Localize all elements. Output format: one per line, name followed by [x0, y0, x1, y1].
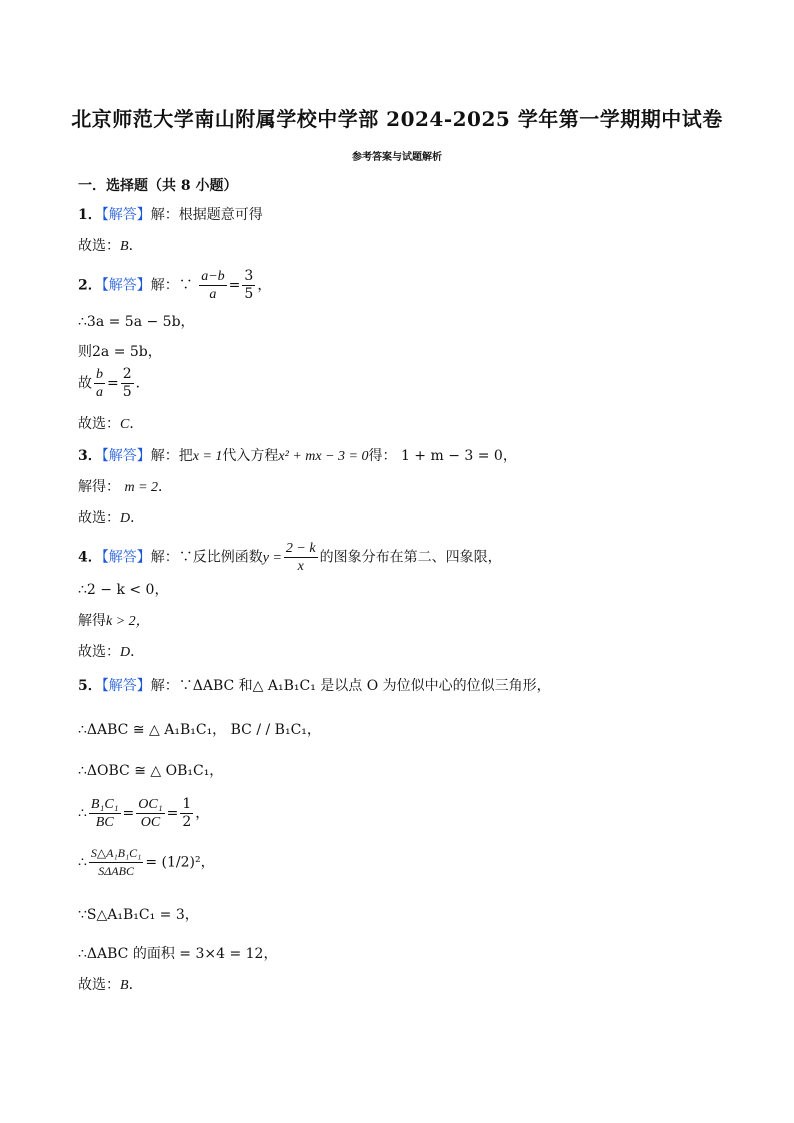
q1-line-1 [78, 205, 263, 225]
q3-line-1 [78, 446, 517, 467]
section-heading: 一．选择题（共 8 小题） [78, 178, 238, 194]
q3-choice-line [78, 508, 144, 529]
frac-denominator: SΔABC [98, 864, 134, 878]
q3-jie: 解： [150, 448, 179, 464]
q1-choice-line [78, 236, 143, 257]
frac-denominator: 2 [182, 814, 192, 830]
q5-line-2: ∴ΔABC ≅ △ A₁B₁C₁， BC / / B₁C₁， [78, 722, 321, 738]
q3-choose-label: 故选： [78, 510, 120, 526]
q2-choose-label: 故选： [78, 416, 120, 432]
q1-number: 1． [78, 207, 102, 223]
q2-choice-line [78, 414, 143, 435]
q2-jie: 解：∵ [150, 277, 193, 294]
q5-line-3: ∴ΔOBC ≅ △ OB₁C₁， [78, 763, 224, 779]
q3-solve-label: 解得： [78, 479, 120, 495]
frac-denominator: OC [140, 815, 161, 830]
frac-denominator: a [209, 287, 217, 302]
punct: ， [195, 805, 210, 822]
q3-choice: D [120, 511, 131, 526]
q1-jie: 解： [150, 207, 179, 223]
q4-solve-label: 解得 [78, 613, 106, 629]
q4-line-3 [78, 611, 150, 632]
q2-equation: 2a = 5b， [92, 344, 162, 360]
q1-choice: B [120, 239, 129, 254]
frac-numerator: 2 [122, 366, 132, 382]
equals: = [228, 277, 241, 294]
frac-denominator: BC [95, 815, 114, 830]
q5-line-6: ∵S△A₁B₁C₁ = 3， [78, 907, 199, 923]
q3-expr-1: x = 1 [192, 449, 223, 464]
q5-area-ratio-fraction [89, 845, 143, 880]
frac-numerator: a−b [201, 269, 225, 284]
q4-end: ． [130, 644, 145, 660]
frac-denominator: x [297, 559, 304, 574]
punct: ． [135, 375, 150, 392]
q5-line-7: ∴ΔABC 的面积 = 3×4 = 12， [78, 946, 278, 962]
q4-y-equals: y = [262, 550, 282, 566]
q4-text: 的图象分布在第二、四象限， [319, 549, 502, 566]
therefore: ∴ [78, 805, 87, 822]
q4-solution: k > 2， [106, 614, 150, 629]
q2-line-1 [78, 268, 271, 303]
q4-line-2: ∴2 − k < 0， [78, 582, 169, 598]
q5-fraction-1-2 [180, 796, 193, 831]
equals: = [107, 375, 119, 392]
q5-area-ratio-value: = (1/2)²， [145, 854, 215, 871]
q2-choice: C [120, 417, 130, 432]
q5-choose-label: 故选： [78, 977, 120, 993]
q4-jie: 解：∵反比例函数 [150, 549, 263, 566]
frac-numerator: b [96, 367, 103, 382]
q2-number: 2． [78, 277, 102, 294]
punct: ． [158, 479, 173, 495]
q3-line-2 [78, 477, 172, 498]
q1-end: ． [128, 238, 143, 254]
q4-choice: D [120, 645, 131, 660]
q4-choose-label: 故选： [78, 644, 120, 660]
q2-line-3 [78, 342, 162, 362]
therefore: ∴ [78, 854, 87, 871]
q3-expr-2: x² + mx − 3 = 0 [278, 449, 369, 464]
q4-choice-line [78, 642, 144, 663]
frac-numerator: S△A₁B₁C₁ [89, 845, 143, 863]
q1-text: 根据题意可得 [178, 207, 263, 223]
q4-line-1 [78, 540, 502, 575]
q5-choice: B [120, 978, 129, 993]
q5-end: ． [128, 977, 143, 993]
q1-answer-tag[interactable]: 【解答】 [101, 207, 151, 223]
q2-line-4 [78, 366, 150, 401]
q5-fraction-b1c1-bc [89, 796, 121, 831]
q2-answer-tag[interactable]: 【解答】 [101, 277, 151, 294]
q2-fraction-right [242, 268, 255, 303]
page-title: 北京师范大学南山附属学校中学部 2024-2025 学年第一学期期中试卷 [71, 107, 723, 131]
q5-number: 5． [78, 678, 102, 694]
frac-numerator: 1 [182, 796, 192, 812]
q3-solution: m = 2 [124, 480, 159, 495]
q2-fraction-2-5 [121, 366, 134, 401]
q1-choose-label: 故选： [78, 238, 120, 254]
q5-line-1 [78, 676, 551, 696]
punct: ， [257, 277, 272, 294]
frac-denominator: 5 [244, 286, 254, 302]
frac-denominator: a [96, 385, 103, 400]
q2-line-2: ∴3a = 5a − 5b， [78, 314, 195, 330]
q2-therefore: 故 [78, 375, 92, 392]
q5-line-5 [78, 845, 215, 880]
frac-numerator: 2 − k [285, 541, 316, 556]
frac-numerator: B₁C₁ [90, 797, 119, 812]
q5-jie: 解：∵ΔABC 和△ A₁B₁C₁ 是以点 O 为位似中心的位似三角形， [150, 678, 551, 694]
punct: ， [502, 448, 517, 464]
frac-numerator: OC₁ [138, 797, 163, 812]
q5-answer-tag[interactable]: 【解答】 [101, 678, 151, 694]
q2-then: 则 [78, 344, 92, 360]
q2-end: ． [129, 416, 144, 432]
q3-text-a: 把 [178, 448, 193, 464]
q3-expr-3: 1 + m − 3 = 0 [400, 448, 503, 464]
q4-answer-tag[interactable]: 【解答】 [101, 549, 151, 566]
q3-answer-tag[interactable]: 【解答】 [101, 448, 151, 464]
q5-choice-line [78, 975, 143, 996]
q3-end: ． [130, 510, 145, 526]
frac-numerator: 3 [244, 268, 254, 284]
q5-line-4: ∴ $\frac{\text{B₁C₁}}{BC}$ = $\frac{\text{OC₁}}{OC}$ = $\frac{1}{2}$ ， [78, 796, 210, 830]
page-subtitle: 参考答案与试题解析 [352, 152, 442, 163]
q2-fraction-b-a [94, 366, 105, 401]
q4-fraction [284, 540, 318, 575]
frac-denominator: 5 [122, 384, 132, 400]
q4-number: 4． [78, 549, 102, 566]
q5-fraction-oc1-oc [136, 796, 164, 831]
q3-number: 3． [78, 448, 102, 464]
q3-text-c: 得： [368, 448, 397, 464]
q2-fraction-left [199, 268, 226, 303]
q3-text-b: 代入方程 [222, 448, 279, 464]
